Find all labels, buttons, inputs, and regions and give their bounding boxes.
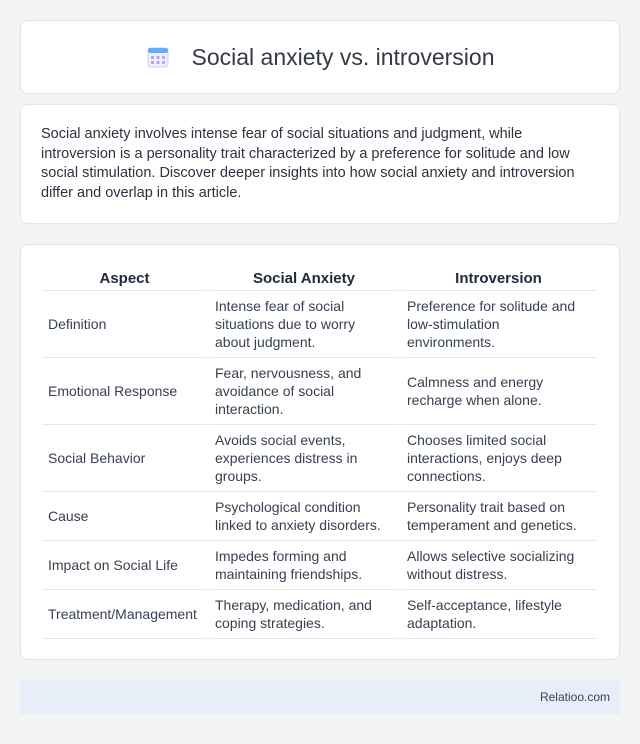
cell-aspect: Impact on Social Life: [42, 541, 207, 590]
cell-social-anxiety: Psychological condition linked to anxiety disorders.: [209, 492, 399, 541]
cell-introversion: Preference for solitude and low-stimulation environments.: [401, 291, 596, 358]
cell-introversion: Personality trait based on temperament and genetics.: [401, 492, 596, 541]
page-title: Social anxiety vs. introversion: [191, 43, 495, 70]
comparison-table: [40, 265, 598, 639]
title-row: [146, 44, 495, 71]
table-header-row: [42, 265, 596, 291]
cell-social-anxiety: Therapy, medication, and coping strategies.: [209, 590, 399, 639]
calendar-icon: [146, 45, 170, 69]
cell-social-anxiety: Intense fear of social situations due to worry about judgment.: [209, 291, 399, 358]
table-row: [42, 541, 596, 590]
table-row: [42, 492, 596, 541]
intro-card: [20, 104, 620, 224]
cell-introversion: Self-acceptance, lifestyle adaptation.: [401, 590, 596, 639]
header-aspect: Aspect: [42, 265, 207, 291]
footer: [20, 680, 620, 714]
cell-social-anxiety: Avoids social events, experiences distress in groups.: [209, 425, 399, 492]
header-social-anxiety: Social Anxiety: [209, 265, 399, 291]
cell-introversion: Calmness and energy recharge when alone.: [401, 358, 596, 425]
cell-aspect: Emotional Response: [42, 358, 207, 425]
cell-aspect: Cause: [42, 492, 207, 541]
table-row: [42, 590, 596, 639]
comparison-table-card: [20, 244, 620, 660]
cell-social-anxiety: Fear, nervousness, and avoidance of social interaction.: [209, 358, 399, 425]
title-card: [20, 20, 620, 94]
cell-social-anxiety: Impedes forming and maintaining friendships.: [209, 541, 399, 590]
header-introversion: Introversion: [401, 265, 596, 291]
cell-introversion: Allows selective socializing without distress.: [401, 541, 596, 590]
table-row: [42, 358, 596, 425]
cell-aspect: Definition: [42, 291, 207, 358]
table-row: [42, 425, 596, 492]
cell-aspect: Social Behavior: [42, 425, 207, 492]
footer-brand: Relatioo.com: [539, 690, 610, 704]
intro-text: Social anxiety involves intense fear of social situations and judgment, while introversion is a personality trait characterized by a preference for solitude and low social stimulation. Discover deeper insights into how social anxiety and introversion differ and overlap in this article.: [41, 126, 575, 201]
table-row: [42, 291, 596, 358]
cell-aspect: Treatment/Management: [42, 590, 207, 639]
cell-introversion: Chooses limited social interactions, enjoys deep connections.: [401, 425, 596, 492]
